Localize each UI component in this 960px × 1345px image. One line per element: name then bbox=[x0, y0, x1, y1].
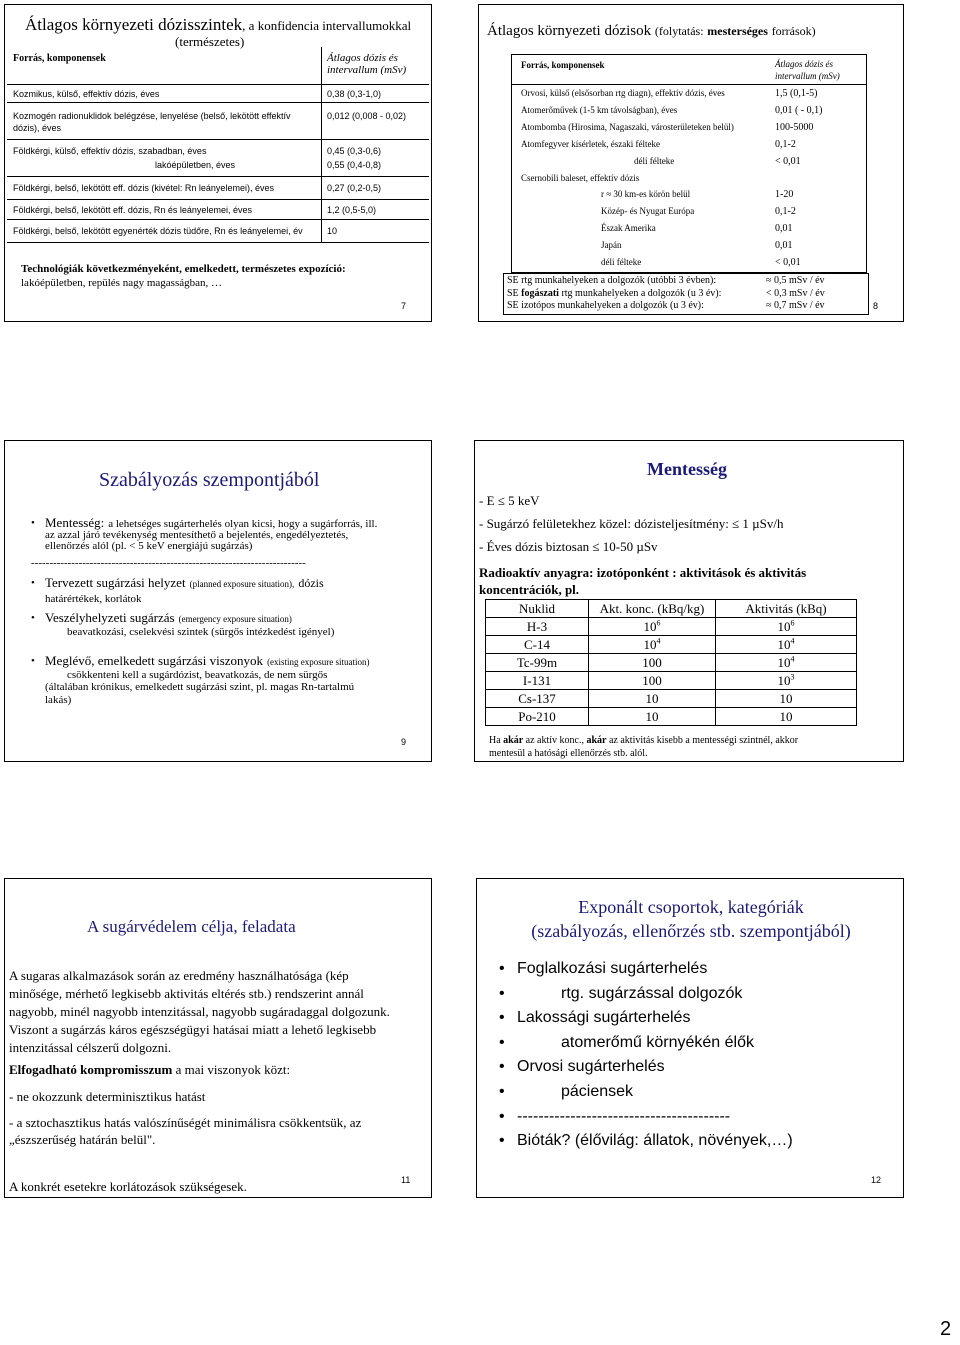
group-list bbox=[499, 957, 899, 1154]
column-header: Nuklid bbox=[486, 600, 589, 618]
se-line: SE fogászati rtg munkahelyeken a dolgozók (u 3 év): bbox=[507, 288, 722, 299]
slide7-row-value: 0,45 (0,3-0,6) bbox=[327, 146, 382, 156]
slide9-title: Szabályozás szempontjából bbox=[99, 469, 320, 491]
table-cell: 100 bbox=[589, 672, 716, 690]
se-line: SE izotópos munkahelyeken a dolgozók (u 3 év): bbox=[507, 300, 704, 311]
slide-7 bbox=[4, 4, 432, 322]
bullet-dot: • bbox=[31, 517, 35, 529]
slide8-row-label: Orvosi, külső (elsősorban rtg diagn), effektív dózis, éves bbox=[521, 88, 725, 98]
slide8-row-value: 0,1-2 bbox=[775, 206, 796, 217]
slide7-row-label: Kozmogén radionuklidok belégzése, lenyelése (belső, lekötött effektív bbox=[13, 111, 291, 121]
sheet-page-number: 2 bbox=[940, 1318, 952, 1340]
se-line: SE rtg munkahelyeken a dolgozók (utóbbi 3 évben): bbox=[507, 275, 717, 286]
slide7-row-value: 0,38 (0,3-1,0) bbox=[327, 89, 382, 99]
page-number: 12 bbox=[871, 1175, 882, 1185]
slide8-table bbox=[511, 54, 867, 273]
table-row bbox=[486, 654, 857, 672]
bullet-dot: • bbox=[31, 655, 35, 667]
slide8-row-value: 1-20 bbox=[775, 189, 794, 200]
table-cell: $10^4$ bbox=[589, 636, 716, 654]
table-row bbox=[486, 708, 857, 726]
slide8-row-label: Atomerőművek (1-5 km távolságban), éves bbox=[521, 105, 678, 115]
slide9-b4-line: csökkenteni kell a sugárdózist, beavatkozás, de nem sürgős bbox=[67, 669, 328, 681]
slide10-line: - E ≤ 5 keV bbox=[479, 493, 540, 508]
slide7-header-left: Forrás, komponensek bbox=[13, 53, 106, 64]
slide8-row-label: déli félteke bbox=[634, 156, 675, 166]
slide7-note: lakóépületben, repülés nagy magasságban, … bbox=[21, 277, 222, 289]
slide8-row-label: déli félteke bbox=[601, 257, 642, 267]
se-value: ≈ 0,7 mSv / év bbox=[766, 300, 825, 311]
bullet-dot: • bbox=[31, 577, 35, 589]
column-header: Akt. konc. (kBq/kg) bbox=[589, 600, 716, 618]
slide10-note: Ha akár az aktív konc., akár az aktivitás kisebb a mentességi szintnél, akkor bbox=[489, 735, 799, 746]
list-item: • páciensek bbox=[499, 1082, 634, 1100]
slide8-row-label: Atombomba (Hirosima, Nagaszaki, városterületeken belül) bbox=[521, 122, 734, 132]
list-item: • atomerőmű környékén élők bbox=[499, 1033, 754, 1051]
slide7-header-right: Átlagos dózis és intervallum (mSv) bbox=[327, 52, 407, 76]
slide-8 bbox=[478, 4, 904, 322]
slide9-b3-line: beavatkozási, cselekvési szintek (sürgős intézkedést igényel) bbox=[67, 626, 335, 638]
slide7-row-value: 0,55 (0,4-0,8) bbox=[327, 160, 382, 170]
slide7-row-value: 1,2 (0,5-5,0) bbox=[327, 205, 377, 215]
table-cell: 100 bbox=[589, 654, 716, 672]
slide11-paragraph: A sugaras alkalmazások során az eredmény használhatósága (kép minősége, mérhető legkisebb aktivitás eltérés stb.) rendszerint annál nagyobb, minél nagyobb intenzitással, nagyobb sugáradaggal dolgozunk. Viszont a sugárzás káros egészségügyi hatásai miatt a lehető legkisebb intenzitással célszerű dolgozni. bbox=[9, 968, 390, 1055]
se-value: < 0,3 mSv / év bbox=[766, 288, 825, 299]
slide-9 bbox=[4, 440, 432, 762]
slide11-title: A sugárvédelem célja, feladata bbox=[87, 917, 296, 936]
slide11-line: - a sztochasztikus hatás valószínűségét minimálisra csökkentsük, az bbox=[9, 1115, 362, 1130]
slide9-b1: Mentesség: a lehetséges sugárterhelés olyan kicsi, hogy a sugárforrás, ill. bbox=[45, 515, 378, 530]
table-cell: H-3 bbox=[486, 618, 589, 636]
slide7-row-value: 10 bbox=[327, 226, 338, 236]
list-item: • Orvosi sugárterhelés bbox=[499, 1058, 665, 1076]
slide8-row-label: Közép- és Nyugat Európa bbox=[601, 206, 695, 216]
slide7-row-label: Kozmikus, külső, effektív dózis, éves bbox=[13, 89, 160, 99]
slide8-row-label: Japán bbox=[601, 240, 622, 250]
table-cell: Cs-137 bbox=[486, 690, 589, 708]
slide8-row-label: Csernobili baleset, effektív dózis bbox=[521, 173, 640, 183]
table-cell: $10^3$ bbox=[716, 672, 857, 690]
slide8-row-label: r ≈ 30 km-es körön belül bbox=[601, 189, 691, 199]
se-value: ≈ 0,5 mSv / év bbox=[766, 275, 825, 286]
slide7-row-label: Földkérgi, belső, lekötött eff. dózis (kivétel: Rn leányelemei), éves bbox=[13, 183, 274, 193]
page-number: 8 bbox=[873, 301, 879, 311]
slide10-note: mentesül a hatósági ellenőrzés stb. alól. bbox=[489, 748, 648, 759]
slide9-b2-line: határértékek, korlátok bbox=[45, 593, 142, 605]
divider bbox=[512, 84, 866, 85]
table-row bbox=[486, 672, 857, 690]
slide7-row-label: Földkérgi, külső, effektív dózis, szabadban, éves bbox=[13, 146, 207, 156]
table-cell: 10 bbox=[589, 690, 716, 708]
slide8-row-value: 1,5 (0,1-5) bbox=[775, 88, 818, 99]
column-header: Aktivitás (kBq) bbox=[716, 600, 857, 618]
divider bbox=[7, 176, 429, 177]
nuclide-table bbox=[485, 599, 857, 726]
page-number: 9 bbox=[401, 737, 407, 747]
slide8-row-label: Atomfegyver kísérletek, északi félteke bbox=[521, 139, 660, 149]
list-item: • rtg. sugárzással dolgozók bbox=[499, 984, 743, 1002]
list-item: • ---------------------------------------- bbox=[499, 1107, 731, 1125]
table-cell: 10 bbox=[716, 708, 857, 726]
table-row bbox=[486, 636, 857, 654]
slide7-row-label: dózis), éves bbox=[13, 123, 62, 133]
slide9-b1-line: ellenőrzés alól (pl. < 5 keV energiájú sugárzás) bbox=[45, 540, 253, 552]
slide9-b3: Veszélyhelyzeti sugárzás (emergency exposure situation) bbox=[45, 610, 292, 625]
table-cell: 10 bbox=[589, 708, 716, 726]
slide8-row-value: < 0,01 bbox=[775, 156, 801, 167]
table-cell: $10^4$ bbox=[716, 654, 857, 672]
divider bbox=[7, 102, 429, 103]
slide9-b1-line: az azzal járó tevékenység mentesíthető a bejelentés, engedélyeztetés, bbox=[45, 529, 349, 541]
slide9-b4-line: lakás) bbox=[45, 694, 72, 706]
slide-12 bbox=[476, 878, 904, 1198]
bullet-dot: • bbox=[31, 612, 35, 624]
slide8-title: Átlagos környezeti dózisok (folytatás: mesterséges források) bbox=[487, 23, 816, 39]
slide8-row-value: 0,01 bbox=[775, 240, 793, 251]
divider bbox=[7, 219, 429, 220]
page-number: 7 bbox=[401, 301, 407, 311]
table-header-row bbox=[486, 600, 857, 618]
slide8-row-value: 0,01 bbox=[775, 223, 793, 234]
slide11-line: „észszerűség határán belül". bbox=[9, 1132, 156, 1147]
divider bbox=[7, 199, 429, 200]
table-cell: $10^6$ bbox=[716, 618, 857, 636]
slide7-row-label: lakóépületben, éves bbox=[155, 160, 236, 170]
slide8-row-value: 0,01 ( - 0,1) bbox=[775, 105, 823, 116]
table-cell: C-14 bbox=[486, 636, 589, 654]
table-cell: Tc-99m bbox=[486, 654, 589, 672]
slide8-header-right: Átlagos dózis és intervallum (mSv) bbox=[775, 59, 840, 81]
list-item: • Lakossági sugárterhelés bbox=[499, 1009, 691, 1027]
slide10-bold: Radioaktív anyagra: izotóponként : aktivitások és aktivitás bbox=[479, 565, 807, 580]
slide10-line: - Sugárzó felületekhez közel: dózisteljesítmény: ≤ 1 µSv/h bbox=[479, 516, 784, 531]
slide7-row-value: 0,27 (0,2-0,5) bbox=[327, 183, 382, 193]
table-cell: Po-210 bbox=[486, 708, 589, 726]
divider bbox=[7, 84, 429, 85]
table-cell: I-131 bbox=[486, 672, 589, 690]
table-cell: $10^4$ bbox=[716, 636, 857, 654]
divider bbox=[7, 139, 429, 140]
slide8-header-left: Forrás, komponensek bbox=[521, 60, 605, 70]
slide11-line: - ne okozzunk determinisztikus hatást bbox=[9, 1089, 206, 1104]
table-cell: $10^6$ bbox=[589, 618, 716, 636]
slide10-line: - Éves dózis biztosan ≤ 10-50 µSv bbox=[479, 539, 658, 554]
slide9-dash-line: --------------------------------------------------------------------------- bbox=[31, 557, 306, 569]
table-row bbox=[486, 618, 857, 636]
slide8-row-value: < 0,01 bbox=[775, 257, 801, 268]
slide8-row-value: 100-5000 bbox=[775, 122, 814, 133]
slide9-b4-line: (általában krónikus, emelkedett sugárzási szint, pl. magas Rn-tartalmú bbox=[45, 681, 355, 693]
table-cell: 10 bbox=[716, 690, 857, 708]
slide-11 bbox=[4, 878, 432, 1198]
slide9-b4: Meglévő, emelkedett sugárzási viszonyok (existing exposure situation) bbox=[45, 653, 370, 668]
slide11-compromise: Elfogadható kompromisszum a mai viszonyok közt: bbox=[9, 1062, 291, 1077]
slide7-title: Átlagos környezeti dózisszintek, a konfidencia intervallumokkal bbox=[25, 15, 412, 34]
slide11-footer-note: A konkrét esetekre korlátozások szükségesek. bbox=[9, 1179, 247, 1194]
slide7-subtitle: (természetes) bbox=[175, 34, 245, 49]
slide-10 bbox=[474, 440, 904, 762]
table-row bbox=[486, 690, 857, 708]
slide7-row-label: Földkérgi, belső, lekötött eff. dózis, Rn és leányelemei, éves bbox=[13, 205, 252, 215]
slide12-title: Exponált csoportok, kategóriák (szabályozás, ellenőrzés stb. szempontjából) bbox=[531, 897, 851, 941]
slide7-row-label: Földkérgi, belső, lekötött egyenérték dózis tüdőre, Rn és leányelemei, év bbox=[13, 226, 303, 236]
slide10-bold: koncentrációk, pl. bbox=[479, 582, 580, 597]
list-item: • Foglalkozási sugárterhelés bbox=[499, 960, 708, 977]
slide10-title: Mentesség bbox=[647, 459, 727, 479]
divider bbox=[7, 242, 429, 243]
slide8-row-label: Észak Amerika bbox=[601, 223, 656, 233]
slide7-note-bold: Technológiák következményeként, emelkedett, természetes expozíció: bbox=[21, 263, 346, 275]
slide9-b2: Tervezett sugárzási helyzet (planned exposure situation), dózis bbox=[45, 575, 324, 590]
column-divider bbox=[321, 47, 322, 243]
slide7-row-value: 0,012 (0,008 - 0,02) bbox=[327, 111, 407, 121]
list-item: • Bióták? (élővilág: állatok, növények,…) bbox=[499, 1132, 793, 1150]
page-number: 11 bbox=[401, 1175, 411, 1185]
slide8-row-value: 0,1-2 bbox=[775, 139, 796, 150]
